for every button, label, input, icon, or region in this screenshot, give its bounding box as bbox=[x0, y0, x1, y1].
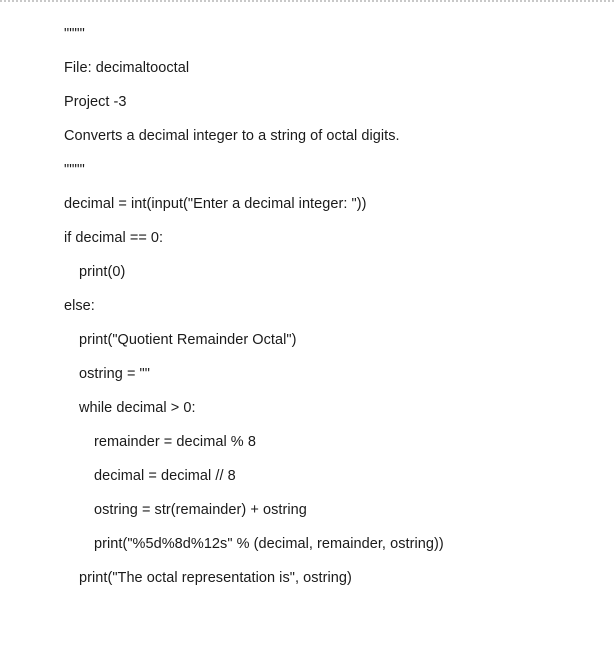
file-name-line: File: decimaltooctal bbox=[64, 60, 190, 76]
code-line-print-result: print("The octal representation is", ostring) bbox=[79, 570, 352, 586]
code-line-input: decimal = int(input("Enter a decimal integer: ")) bbox=[64, 196, 367, 212]
code-line-while: while decimal > 0: bbox=[79, 400, 196, 416]
code-line-print-zero: print(0) bbox=[79, 264, 126, 280]
code-line-decimal-div: decimal = decimal // 8 bbox=[94, 468, 236, 484]
docstring-close: """" bbox=[64, 162, 85, 178]
code-line-if: if decimal == 0: bbox=[64, 230, 164, 246]
code-line-ostring-init: ostring = "" bbox=[79, 366, 150, 382]
description-line: Converts a decimal integer to a string of octal digits. bbox=[64, 128, 400, 144]
code-line-print-header: print("Quotient Remainder Octal") bbox=[79, 332, 297, 348]
code-line-remainder: remainder = decimal % 8 bbox=[94, 434, 256, 450]
docstring-open: """" bbox=[64, 26, 85, 42]
code-line-else: else: bbox=[64, 298, 95, 314]
code-line-print-row: print("%5d%8d%12s" % (decimal, remainder, ostring)) bbox=[94, 536, 444, 552]
code-line-ostring-update: ostring = str(remainder) + ostring bbox=[94, 502, 307, 518]
project-line: Project -3 bbox=[64, 94, 127, 110]
